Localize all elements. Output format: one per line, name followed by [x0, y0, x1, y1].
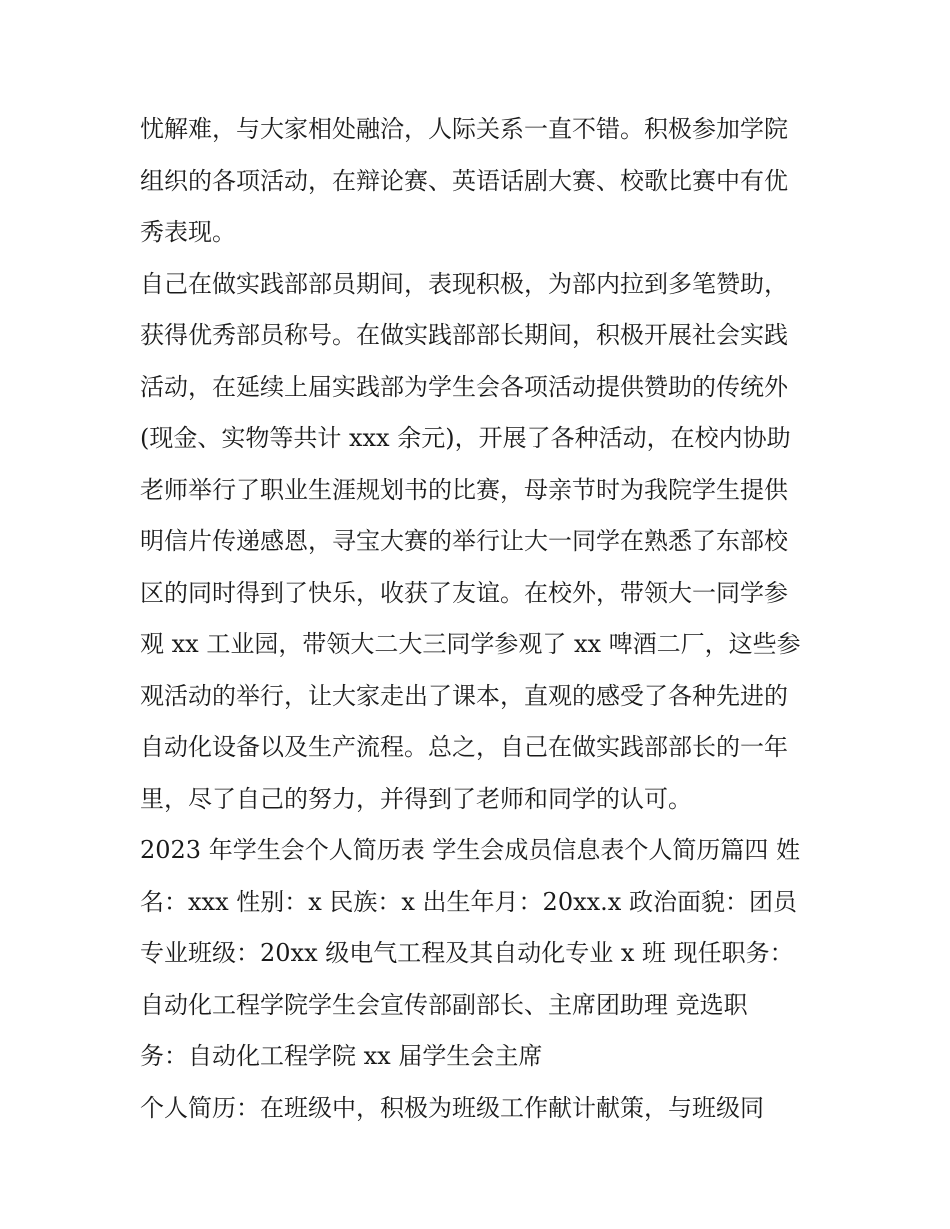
text-line: 务：自动化工程学院 xx 届学生会主席: [140, 1042, 543, 1070]
text-line: 明信片传递感恩，寻宝大赛的举行让大一同学在熟悉了东部校: [140, 527, 788, 555]
text-line: (现金、实物等共计 xxx 余元)，开展了各种活动，在校内协助: [140, 424, 791, 452]
text-line: 自己在做实践部部员期间，表现积极，为部内拉到多笔赞助，: [140, 269, 788, 298]
text-line: 观活动的举行，让大家走出了课本，直观的感受了各种先进的: [140, 681, 788, 710]
text-line: 自动化设备以及生产流程。总之，自己在做实践部部长的一年: [140, 733, 788, 761]
text-line: 里，尽了自己的努力，并得到了老师和同学的认可。: [140, 784, 692, 813]
text-line: 秀表现。: [140, 218, 236, 246]
text-line: 观 xx 工业园，带领大二大三同学参观了 xx 啤酒二厂，这些参: [140, 630, 801, 658]
text-line: 活动，在延续上届实践部为学生会各项活动提供赞助的传统外: [140, 372, 788, 401]
text-line: 专业班级：20xx 级电气工程及其自动化专业 x 班 现任职务：: [140, 939, 794, 967]
text-line: 名：xxx 性别：x 民族：x 出生年月：20xx.x 政治面貌：团员: [140, 887, 797, 916]
text-line: 组织的各项活动，在辩论赛、英语话剧大赛、校歌比赛中有优: [140, 166, 788, 195]
text-line: 2023 年学生会个人简历表 学生会成员信息表个人简历篇四 姓: [140, 836, 800, 864]
text-line: 忧解难，与大家相处融洽，人际关系一直不错。积极参加学院: [140, 115, 788, 143]
text-line: 获得优秀部员称号。在做实践部部长期间，积极开展社会实践: [140, 321, 788, 349]
document-body: [140, 104, 820, 1134]
text-line: 个人简历：在班级中，积极为班级工作献计献策，与班级同: [140, 1093, 764, 1122]
text-line: 区的同时得到了快乐，收获了友谊。在校外，带领大一同学参: [140, 578, 788, 607]
text-line: 老师举行了职业生涯规划书的比赛，母亲节时为我院学生提供: [140, 475, 788, 504]
text-line: 自动化工程学院学生会宣传部副部长、主席团助理 竞选职: [140, 990, 748, 1019]
